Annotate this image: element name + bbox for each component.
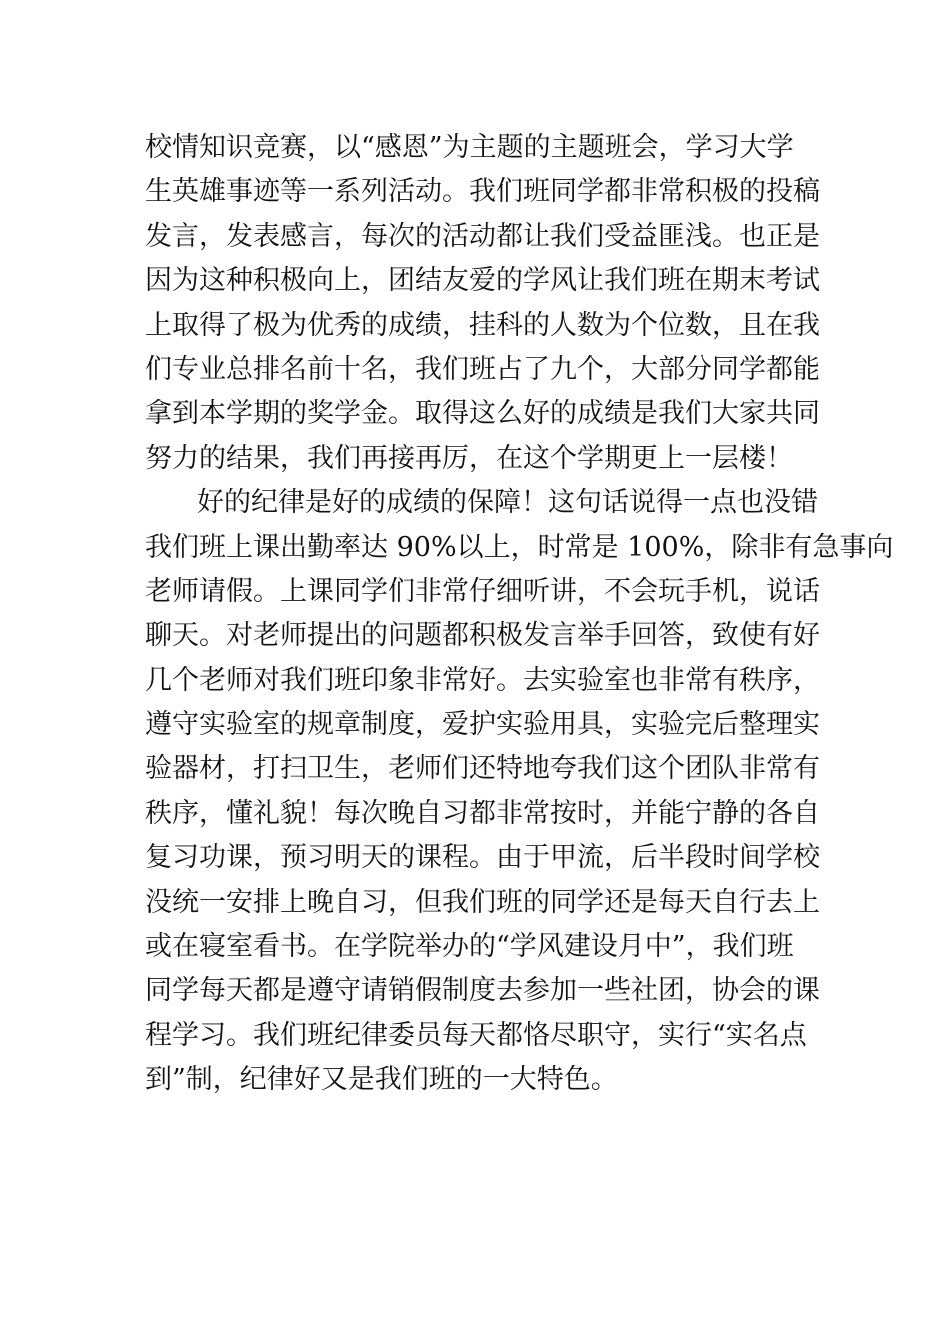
text-line: 秩序，懂礼貌！每次晚自习都非常按时，并能宁静的各自 [145,797,820,829]
text-line: 同学每天都是遵守请销假制度去参加一些社团，协会的课 [145,975,820,1007]
text-line: 校情知识竞赛，以“感恩”为主题的主题班会，学习大学 [145,132,794,163]
text-line: 复习功课，预习明天的课程。由于甲流，后半段时间学校 [145,842,820,874]
text-line: 老师请假。上课同学们非常仔细听讲，不会玩手机，说话 [145,575,820,607]
text-line: 我们班上课出勤率达 90%以上，时常是 100%，除非有急事向 [145,531,894,563]
text-line: 们专业总排名前十名，我们班占了九个，大部分同学都能 [145,353,820,385]
text-line: 到”制，纪律好又是我们班的一大特色。 [145,1064,618,1096]
paragraph-1 [145,126,820,481]
text-line: 努力的结果，我们再接再厉，在这个学期更上一层楼！ [145,442,793,474]
text-line: 拿到本学期的奖学金。取得这么好的成绩是我们大家共同 [145,398,820,430]
text-line: 生英雄事迹等一系列活动。我们班同学都非常积极的投稿 [145,176,820,208]
text-line: 好的纪律是好的成绩的保障！这句话说得一点也没错 [197,487,818,519]
text-line: 发言，发表感言，每次的活动都让我们受益匪浅。也正是 [145,220,820,252]
text-line: 上取得了极为优秀的成绩，挂科的人数为个位数，且在我 [145,309,820,341]
text-line: 没统一安排上晚自习，但我们班的同学还是每天自行去上 [145,886,820,918]
text-line: 聊天。对老师提出的问题都积极发言举手回答，致使有好 [145,620,820,652]
paragraph-2 [145,481,894,1102]
body-text [145,126,894,1103]
text-line: 因为这种积极向上，团结友爱的学风让我们班在期末考试 [145,265,820,297]
text-line: 验器材，打扫卫生，老师们还特地夸我们这个团队非常有 [145,753,820,785]
text-line: 几个老师对我们班印象非常好。去实验室也非常有秩序， [145,664,820,696]
text-line: 程学习。我们班纪律委员每天都恪尽职守，实行“实名点 [145,1019,807,1051]
text-line: 或在寝室看书。在学院举办的“学风建设月中”，我们班 [145,931,794,963]
text-line: 遵守实验室的规章制度，爱护实验用具，实验完后整理实 [145,709,820,741]
